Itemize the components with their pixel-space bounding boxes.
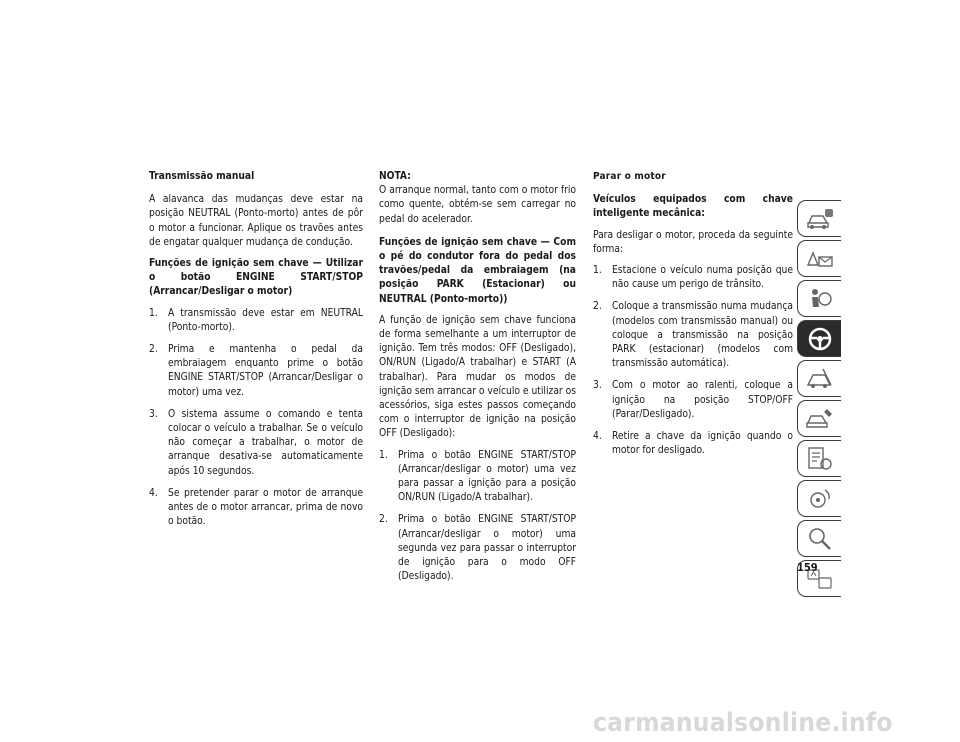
list-item: 2. Prima o botão ENGINE START/STOP (Arrancar/desligar o motor) uma segunda vez para passar o interruptor de ignição para o modo OFF (Desligado). xyxy=(379,514,576,583)
tab-car-info[interactable] xyxy=(797,200,841,237)
numbered-list xyxy=(593,264,793,458)
search-index-icon xyxy=(805,525,835,553)
note-block xyxy=(379,170,576,227)
section-title-stop-engine: Parar o motor xyxy=(593,171,666,182)
watermark: carmanualsonline.info xyxy=(593,708,893,738)
subheading-keyless-foot-off: Funções de ignição sem chave — Com o pé do condutor fora do pedal dos travões/pedal da embraiagem (na posição PARK (Estacionar) ou NEUTRAL (Ponto-morto)) xyxy=(379,236,576,305)
list-item: 4. Se pretender parar o motor de arranque antes de o motor arrancar, prima de novo o botão. xyxy=(149,487,363,528)
emergency-icon xyxy=(805,365,835,393)
subheading-keyless-start: Funções de ignição sem chave — Utilizar o botão ENGINE START/STOP (Arrancar/Desligar o motor) xyxy=(149,258,363,298)
tab-dashboard[interactable] xyxy=(797,240,841,277)
list-item: 1. Prima o botão ENGINE START/STOP (Arrancar/desligar o motor) uma vez para passar a ignição para a posição ON/RUN (Ligado/A trabalhar). xyxy=(379,449,576,504)
list-item: 3. O sistema assume o comando e tenta colocar o veículo a trabalhar. Se o veículo não começar a trabalhar, o motor de arranque desativa-se automaticamente após 10 segundos. xyxy=(149,408,363,477)
car-service-icon xyxy=(805,405,835,433)
list-item: 1. Estacione o veículo numa posição que não cause um perigo de trânsito. xyxy=(593,265,793,291)
list-item: 1. A transmissão deve estar em NEUTRAL (Ponto-morto). xyxy=(149,307,363,333)
paragraph: Para desligar o motor, proceda da seguinte forma: xyxy=(593,229,793,255)
tab-emergency[interactable] xyxy=(797,360,841,397)
column-middle xyxy=(379,170,576,592)
maintenance-schedule-icon xyxy=(805,445,835,473)
tab-index[interactable] xyxy=(797,520,841,557)
column-left xyxy=(149,170,363,537)
list-item: 2. Prima e mantenha o pedal da embraiagem enquanto prime o botão ENGINE START/STOP (Arrancar/Desligar o motor) uma vez. xyxy=(149,344,363,398)
paragraph: A função de ignição sem chave funciona de forma semelhante a um interruptor de ignição. Tem três modos: OFF (Desligado), ON/RUN (Ligado/A trabalhar) e START (A trabalhar). Para mudar os modos de ignição sem arrancar o veículo e utilizar os acessórios, siga estes passos começando com o interruptor de ignição na posição OFF (Desligado): xyxy=(379,314,576,440)
numbered-list xyxy=(149,307,363,530)
list-item: 2. Coloque a transmissão numa mudança (modelos com transmissão manual) ou coloque a transmissão na posição PARK (estacionar) (modelos com transmissão automática). xyxy=(593,301,793,370)
column-right xyxy=(593,170,793,466)
dashboard-warning-icon xyxy=(805,245,835,273)
subheading-smart-key: Veículos equipados com chave inteligente mecânica: xyxy=(593,194,793,220)
tab-starting-operating[interactable] xyxy=(797,320,841,357)
note-text: O arranque normal, tanto com o motor frio como quente, obtém-se sem carregar no pedal do acelerador. xyxy=(379,185,576,225)
car-info-icon xyxy=(805,205,835,233)
multimedia-icon xyxy=(805,485,835,513)
tab-multimedia[interactable] xyxy=(797,480,841,517)
tab-maintenance[interactable] xyxy=(797,440,841,477)
steering-wheel-icon xyxy=(805,325,835,353)
section-heading-manual-transmission: Transmissão manual xyxy=(149,171,255,182)
note-title: NOTA: xyxy=(379,171,411,182)
numbered-list xyxy=(379,449,576,585)
list-item: 3. Com o motor ao ralenti, coloque a ignição na posição STOP/OFF (Parar/Desligado). xyxy=(593,380,793,420)
list-item: 4. Retire a chave da ignição quando o motor for desligado. xyxy=(593,431,793,457)
safety-airbag-icon xyxy=(805,285,835,313)
page-number: 159 xyxy=(797,561,818,574)
paragraph: A alavanca das mudanças deve estar na posição NEUTRAL (Ponto-morto) antes de pôr o motor a funcionar. Aplique os travões antes de engatar qualquer mudança de condução. xyxy=(149,194,363,248)
tab-service[interactable] xyxy=(797,400,841,437)
tab-safety[interactable] xyxy=(797,280,841,317)
